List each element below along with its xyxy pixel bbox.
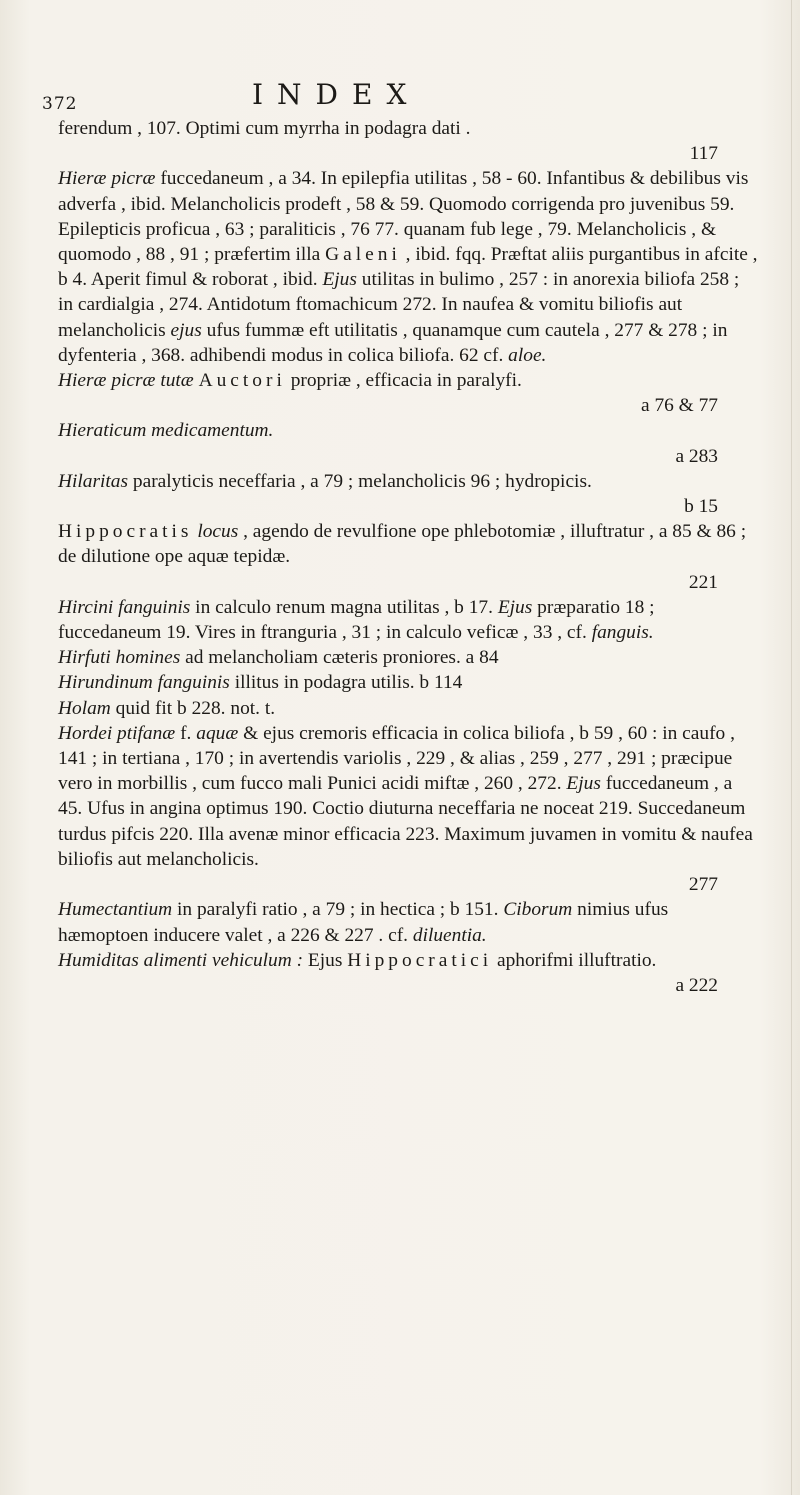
entry-text: , agendo de revulfione ope phlebotomiæ , illuftratur , a 85 & 86 ; de dilutione ope aquæ tepidæ. <box>58 521 747 568</box>
entry-text: nimius ufus hæmoptoen inducere valet , a 226 & 227 . cf. <box>58 899 669 946</box>
index-entry <box>58 645 758 670</box>
entry-text: ufus fummæ eft utilitatis , quanamque cum cautela , 277 & 278 ; in dyfenteria , 368. adhibendi modus in colica biliofa. 62 cf. <box>58 319 728 366</box>
entry-term: Hieraticum medicamentum. <box>58 420 274 442</box>
entry-term: Hieræ picræ <box>58 168 156 190</box>
entry-text: præparatio 18 ; fuccedaneum 19. Vires in ftranguria , 31 ; in calculo veficæ , 33 , cf. <box>58 596 655 644</box>
index-entry <box>58 670 758 695</box>
entry-term: Holam <box>58 697 111 719</box>
index-entry <box>58 595 758 645</box>
index-entry <box>58 948 758 998</box>
entry-term: Ciborum <box>503 899 573 921</box>
entry-text: in calculo renum magna utilitas , b 17. <box>190 596 498 618</box>
entry-term: diluentia. <box>412 924 487 946</box>
entry-term: aloe. <box>508 344 547 366</box>
entry-term: ejus <box>170 319 202 341</box>
entry-text: paralyticis neceffaria , a 79 ; melancholicis 96 ; hydropicis. <box>128 470 592 492</box>
entry-term: aquæ <box>196 722 239 744</box>
page-header <box>42 78 760 118</box>
entry-term: Ejus <box>322 269 357 291</box>
index-entry <box>58 469 758 519</box>
entry-text: fuccedaneum , a 45. Ufus in angina optimus 190. Coctio diuturna neceffaria ne noceat 219. Succedaneum turdus pifcis 220. Illa avenæ minor efficacia 223. Maximum juvamen in vomitu & naufea biliofis aut melancholicis. <box>58 773 753 870</box>
entry-page-ref: 221 <box>688 571 718 593</box>
index-entry <box>58 368 758 418</box>
entry-term: fanguis. <box>591 622 654 644</box>
entry-text: in paralyfi ratio , a 79 ; in hectica ; b 151. <box>172 899 504 921</box>
entry-text: fuccedaneum , a 34. In epilepfia utilitas , 58 - 60. Infantibus & debilibus vis adverfa , ibid. Melancholicis prodeft , 58 & 59. Quomodo corrigenda pro juvenibus 59. Epilepticis proficua , 63 ; paraliticis , 76 77. quanam fub lege , 79. Melancholicis , & quomodo , 88 , 91 ; præfertim illa <box>58 168 749 266</box>
entry-text: propriæ , efficacia in paralyfi. <box>285 370 522 392</box>
entry-text: f. <box>175 722 197 744</box>
entry-term: Ejus <box>566 773 601 795</box>
index-entry <box>58 116 758 166</box>
entry-text: Hippocratici <box>347 949 493 971</box>
entry-text: ferendum , 107. Optimi cum myrrha in podagra dati . <box>58 118 471 139</box>
entry-text: Galeni <box>325 244 401 266</box>
entry-text: aphorifmi illuftratio. <box>492 949 657 971</box>
entry-page-ref: a 283 <box>675 445 718 467</box>
entry-term: Hirfuti homines <box>58 647 181 669</box>
entry-text: ad melancholiam cæteris proniores. a 84 <box>180 647 499 669</box>
entry-text: quid fit b 228. not. t. <box>110 697 276 719</box>
running-title: INDEX <box>252 78 421 111</box>
entry-text: , ibid. fqq. Præftat aliis purgantibus in afcite , b 4. Aperit fimul & roborat , ibid. <box>58 244 758 291</box>
entry-term: Hieræ picræ tutæ <box>58 370 194 392</box>
entry-term: Ejus <box>497 596 533 618</box>
page-fold-shadow <box>791 0 792 1495</box>
entry-page-ref: 277 <box>688 874 718 896</box>
entry-text: illitus in podagra utilis. b 114 <box>229 672 463 694</box>
entry-term: Hilaritas <box>58 470 129 492</box>
index-entry <box>58 897 758 947</box>
entry-page-ref: a 76 & 77 <box>640 395 718 417</box>
entry-term: Hircini fanguinis <box>58 596 191 618</box>
index-entries <box>58 116 758 998</box>
index-entry <box>58 519 758 595</box>
index-entry <box>58 418 758 468</box>
entry-text: Ejus <box>303 949 348 971</box>
entry-text: & ejus cremoris efficacia in colica biliofa , b 59 , 60 : in caufo , 141 ; in tertiana , 170 ; in avertendis variolis , 229 , & alias , 259 , 277 , 291 ; præcipue vero in morbillis , cum fucco mali Punici acidi miftæ , 260 , 272. <box>58 722 735 795</box>
entry-term: Humiditas alimenti vehiculum : <box>58 949 304 971</box>
index-entry <box>58 166 758 368</box>
entry-text: Auctori <box>198 370 286 392</box>
entry-page-ref: b 15 <box>684 496 718 518</box>
entry-page-ref: 117 <box>689 143 718 165</box>
entry-page-ref: a 222 <box>675 974 718 996</box>
entry-term: Hirundinum fanguinis <box>58 672 230 694</box>
index-entry <box>58 721 758 897</box>
entry-text: utilitas in bulimo , 257 : in anorexia biliofa 258 ; in cardialgia , 274. Antidotum ftomachicum 272. In naufea & vomitu biliofis aut melancholicis <box>58 269 740 341</box>
entry-text: Hippocratis <box>58 521 193 543</box>
entry-term: locus <box>197 521 239 543</box>
page-number: 372 <box>42 94 78 114</box>
entry-term: Humectantium <box>58 899 173 921</box>
index-entry <box>58 696 758 721</box>
entry-term: Hordei ptifanæ <box>58 722 176 744</box>
